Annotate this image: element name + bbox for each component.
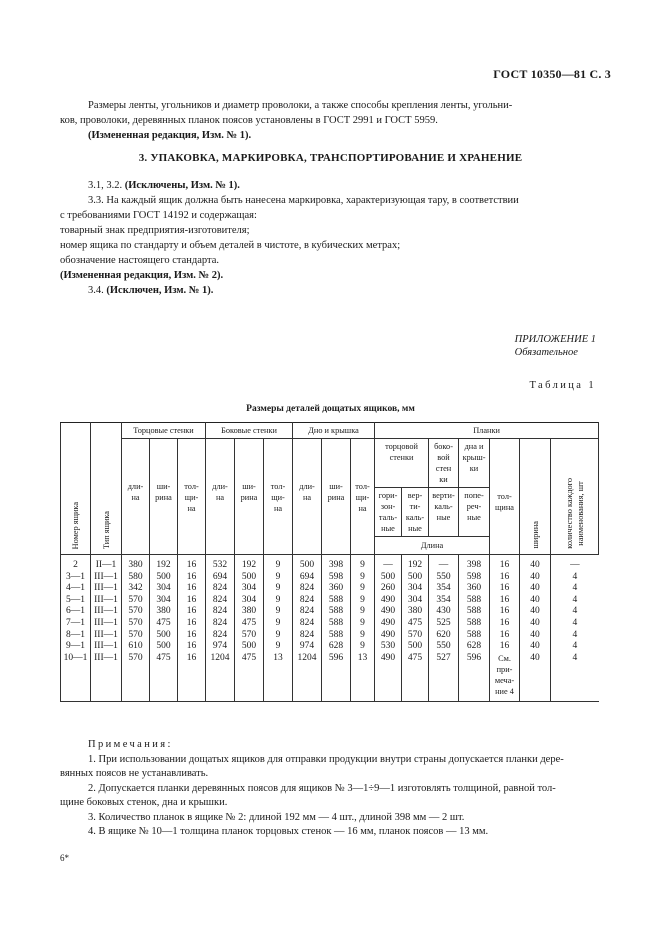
table-cell: 4 — [551, 618, 599, 630]
table-cell: 4 — [551, 630, 599, 642]
table-cell: 6—1 — [61, 606, 91, 618]
table-cell: 360 — [322, 583, 351, 595]
table-cell: 824 — [293, 630, 322, 642]
col-bottom-width: ши- рина — [322, 439, 351, 555]
table-cell: 4 — [551, 641, 599, 653]
table-cell: 192 — [402, 555, 429, 572]
table-cell: 500 — [402, 572, 429, 584]
table-cell: 8—1 — [61, 630, 91, 642]
table-cell: 260 — [375, 583, 402, 595]
table-cell: 10—1 — [61, 653, 91, 702]
table-cell: 9 — [264, 630, 293, 642]
table-cell: 16 — [178, 572, 206, 584]
table-cell: 824 — [293, 583, 322, 595]
table-cell: 1204 — [293, 653, 322, 702]
table-cell: 16 — [490, 630, 520, 642]
clause-3-3: 3.3. На каждый ящик должна быть нанесена маркировка, характеризующая тару, в соответствии — [88, 195, 519, 206]
table-cell: 588 — [459, 618, 490, 630]
table-cell: 9 — [264, 641, 293, 653]
table-cell: 620 — [429, 630, 459, 642]
table-cell: 380 — [402, 606, 429, 618]
table-cell: 304 — [150, 595, 178, 607]
table-cell: 4 — [551, 606, 599, 618]
table-cell: 824 — [206, 595, 235, 607]
page-footer-mark: 6* — [60, 853, 69, 863]
table-cell: 13 — [351, 653, 375, 702]
table-cell: 16 — [490, 641, 520, 653]
table-cell: 500 — [150, 572, 178, 584]
table-cell: 5—1 — [61, 595, 91, 607]
table-cell: 1204 — [206, 653, 235, 702]
table-cell: 475 — [402, 653, 429, 702]
table-cell: 824 — [293, 595, 322, 607]
col-plank-side-vertical: верти- каль- ные — [429, 488, 459, 537]
table-cell: 192 — [150, 555, 178, 572]
col-plank-width: ширина — [520, 439, 551, 555]
table-cell: III—1 — [91, 572, 122, 584]
table-cell: 9 — [351, 583, 375, 595]
table-cell: 430 — [429, 606, 459, 618]
table-cell: 16 — [490, 555, 520, 572]
note-2-cont: щине боковых стенок, дна и крышки. — [60, 797, 228, 808]
table-cell: 9 — [351, 618, 375, 630]
table-cell: 304 — [235, 583, 264, 595]
clause-3-4-note: (Исключен, Изм. № 1). — [106, 285, 214, 296]
table-row — [61, 618, 599, 630]
table-cell: 588 — [459, 630, 490, 642]
table-cell: 7—1 — [61, 618, 91, 630]
table-cell: 694 — [293, 572, 322, 584]
note-1-cont: вянных поясов не устанавливать. — [60, 768, 209, 779]
table-cell: 475 — [402, 618, 429, 630]
table-cell: 304 — [150, 583, 178, 595]
table-cell: 580 — [122, 572, 150, 584]
table-cell: II—1 — [91, 555, 122, 572]
table-cell: 570 — [122, 606, 150, 618]
table-cell: 532 — [206, 555, 235, 572]
table-cell: 16 — [490, 606, 520, 618]
table-cell: 354 — [429, 595, 459, 607]
table-cell: 628 — [322, 641, 351, 653]
table-cell: 500 — [293, 555, 322, 572]
note-3: 3. Количество планок в ящике № 2: длиной 192 мм — 4 шт., длиной 398 мм — 2 шт. — [88, 811, 465, 823]
col-planks: Планки — [375, 423, 599, 439]
table-cell: 588 — [459, 606, 490, 618]
table-cell: III—1 — [91, 630, 122, 642]
col-side-walls: Боковые стенки — [206, 423, 293, 439]
table-cell: 475 — [235, 653, 264, 702]
marking-item: обозначение настоящего стандарта. — [60, 255, 220, 266]
intro-line-1: Размеры ленты, угольников и диаметр проволоки, а также способы крепления ленты, угольни- — [88, 100, 513, 111]
col-end-length: дли- на — [122, 439, 150, 555]
table-cell: 16 — [178, 630, 206, 642]
table-cell: 974 — [293, 641, 322, 653]
table-cell: 598 — [322, 572, 351, 584]
table-row — [61, 606, 599, 618]
table-cell: 500 — [402, 641, 429, 653]
table-cell: 3—1 — [61, 572, 91, 584]
table-cell: 9 — [264, 595, 293, 607]
table-cell: 40 — [520, 555, 551, 572]
table-caption: Размеры деталей дощатых ящиков, мм — [246, 404, 415, 414]
table-cell: 570 — [122, 630, 150, 642]
table-row — [61, 583, 599, 595]
table-cell: 13 — [264, 653, 293, 702]
clause-3-1-number: 3.1, 3.2. — [88, 180, 125, 191]
table-row — [61, 572, 599, 584]
table-cell: 9 — [264, 606, 293, 618]
table-cell: 525 — [429, 618, 459, 630]
table-cell: 570 — [122, 595, 150, 607]
col-end-thickness: тол- щи- на — [178, 439, 206, 555]
col-plank-end-vertical: вер- ти- каль- ные — [402, 488, 429, 537]
col-box-type: Тип ящика — [91, 423, 122, 555]
col-side-width: ши- рина — [235, 439, 264, 555]
col-bottom-lid: Дно и крышка — [293, 423, 375, 439]
note-2: 2. Допускается планки деревянных поясов для ящиков № 3—1÷9—1 изготовлять толщиной, равной тол- — [88, 782, 556, 794]
table-cell: 40 — [520, 618, 551, 630]
col-side-thickness: тол- щи- на — [264, 439, 293, 555]
appendix-title: ПРИЛОЖЕНИЕ 1 — [514, 334, 596, 345]
table-cell: 500 — [235, 641, 264, 653]
col-plank-bottom-cross: попе- реч- ные — [459, 488, 490, 537]
table-cell: 527 — [429, 653, 459, 702]
table-cell: 380 — [150, 606, 178, 618]
table-cell: 9 — [351, 630, 375, 642]
table-cell: 380 — [235, 606, 264, 618]
table-cell: 475 — [150, 653, 178, 702]
table-cell: 628 — [459, 641, 490, 653]
page-header: ГОСТ 10350—81 С. 3 — [493, 67, 611, 81]
table-cell: 610 — [122, 641, 150, 653]
table-cell: 500 — [150, 630, 178, 642]
table-cell: 9 — [264, 618, 293, 630]
table-row — [61, 555, 599, 572]
table-cell: 694 — [206, 572, 235, 584]
table-cell: 40 — [520, 572, 551, 584]
note-1: 1. При использовании дощатых ящиков для отправки продукции внутри страны допускается планки дере- — [88, 753, 564, 765]
table-cell: 16 — [178, 583, 206, 595]
table-cell: 40 — [520, 653, 551, 702]
table-cell: 40 — [520, 630, 551, 642]
table-cell: 588 — [322, 630, 351, 642]
table-cell: — — [375, 555, 402, 572]
table-cell: 490 — [375, 595, 402, 607]
table-cell: 824 — [293, 618, 322, 630]
table-cell: 16 — [178, 653, 206, 702]
table-cell: 40 — [520, 595, 551, 607]
table-cell: 824 — [293, 606, 322, 618]
clause-3-1-note: (Исключены, Изм. № 1). — [124, 180, 240, 191]
col-plank-bottom: дна и крыш- ки — [459, 439, 490, 488]
table-cell: 475 — [235, 618, 264, 630]
table-cell: 490 — [375, 630, 402, 642]
table-cell: 16 — [490, 595, 520, 607]
col-end-walls: Торцовые стенки — [122, 423, 206, 439]
marking-item: товарный знак предприятия-изготовителя; — [60, 225, 250, 236]
table-cell: 570 — [235, 630, 264, 642]
table-cell: 550 — [429, 641, 459, 653]
table-cell: 596 — [322, 653, 351, 702]
section-title: 3. УПАКОВКА, МАРКИРОВКА, ТРАНСПОРТИРОВАНИЕ И ХРАНЕНИЕ — [138, 152, 523, 164]
table-cell: 570 — [122, 618, 150, 630]
table-cell: 304 — [402, 595, 429, 607]
col-plank-thickness: тол- щина — [490, 439, 520, 555]
appendix-label — [515, 333, 596, 359]
table-cell: 4 — [551, 583, 599, 595]
table-cell: 16 — [490, 572, 520, 584]
table-cell: 500 — [150, 641, 178, 653]
table-cell: 475 — [150, 618, 178, 630]
table-cell: 2 — [61, 555, 91, 572]
clause-3-4-number: 3.4. — [88, 285, 107, 296]
table-cell: 9 — [264, 572, 293, 584]
table-cell: 490 — [375, 653, 402, 702]
appendix-subtitle: Обязательное — [514, 347, 578, 358]
col-side-length: дли- на — [206, 439, 235, 555]
col-plank-count: количество каждого наименования, шт — [551, 439, 599, 555]
box-dimensions-table — [60, 422, 599, 702]
marking-item: номер ящика по стандарту и объем деталей в чистоте, в кубических метрах; — [60, 240, 401, 251]
table-cell: 824 — [206, 630, 235, 642]
table-cell: 598 — [459, 572, 490, 584]
table-cell: 588 — [322, 606, 351, 618]
notes-heading: Примечания: — [88, 739, 173, 750]
table-cell: 550 — [429, 572, 459, 584]
table-cell: 16 — [178, 606, 206, 618]
table-row — [61, 595, 599, 607]
table-cell: 9—1 — [61, 641, 91, 653]
table-cell: 4 — [551, 653, 599, 702]
table-cell: 974 — [206, 641, 235, 653]
table-cell: 824 — [206, 618, 235, 630]
table-cell: 360 — [459, 583, 490, 595]
table-cell: 588 — [459, 595, 490, 607]
table-cell: 570 — [402, 630, 429, 642]
table-cell: 16 — [490, 618, 520, 630]
table-cell: 380 — [122, 555, 150, 572]
table-cell: 9 — [351, 555, 375, 572]
table-cell: 824 — [206, 606, 235, 618]
table-cell: 398 — [459, 555, 490, 572]
table-cell: 490 — [375, 606, 402, 618]
table-cell: 588 — [322, 618, 351, 630]
table-cell: 304 — [235, 595, 264, 607]
table-cell: 824 — [206, 583, 235, 595]
col-plank-end: торцовой стенки — [375, 439, 429, 488]
clause-3-1 — [88, 178, 598, 193]
col-plank-side: боко- вой стен ки — [429, 439, 459, 488]
table-cell: 40 — [520, 583, 551, 595]
table-cell: III—1 — [91, 618, 122, 630]
table-cell: 16 — [490, 583, 520, 595]
intro-edit-note: (Измененная редакция, Изм. № 1). — [88, 130, 252, 141]
table-cell: 530 — [375, 641, 402, 653]
col-bottom-length: дли- на — [293, 439, 322, 555]
table-cell: 16 — [178, 555, 206, 572]
clause-3-3-cont: с требованиями ГОСТ 14192 и содержащая: — [60, 210, 257, 221]
notes — [60, 738, 598, 840]
table-cell: III—1 — [91, 653, 122, 702]
table-cell: — — [551, 555, 599, 572]
table-cell: 9 — [351, 595, 375, 607]
table-cell: 342 — [122, 583, 150, 595]
table-cell: 354 — [429, 583, 459, 595]
col-bottom-thickness: тол- щи- на — [351, 439, 375, 555]
note-4: 4. В ящике № 10—1 толщина планок торцовых стенок — 16 мм, планок поясов — 13 мм. — [88, 826, 489, 837]
table-cell: 9 — [351, 606, 375, 618]
table-cell: — — [429, 555, 459, 572]
table-row — [61, 630, 599, 642]
table-cell: 9 — [264, 555, 293, 572]
table-cell: III—1 — [91, 641, 122, 653]
table-cell: 570 — [122, 653, 150, 702]
table-cell: 16 — [178, 595, 206, 607]
table-cell: 9 — [351, 572, 375, 584]
table-cell: 40 — [520, 606, 551, 618]
intro-paragraph — [60, 98, 598, 143]
table-cell: 4 — [551, 595, 599, 607]
table-cell: 588 — [322, 595, 351, 607]
table-cell: См. при- меча- ние 4 — [490, 653, 520, 702]
table-cell: 40 — [520, 641, 551, 653]
table-cell: 16 — [178, 618, 206, 630]
table-row — [61, 641, 599, 653]
table-cell: 4—1 — [61, 583, 91, 595]
table-cell: III—1 — [91, 583, 122, 595]
table-cell: III—1 — [91, 595, 122, 607]
col-end-width: ши- рина — [150, 439, 178, 555]
col-plank-end-horizontal: гори- зон- таль- ные — [375, 488, 402, 537]
table-cell: 4 — [551, 572, 599, 584]
clause-3-3-edit-note: (Измененная редакция, Изм. № 2). — [60, 270, 224, 281]
table-cell: 16 — [178, 641, 206, 653]
col-plank-length: Длина — [375, 537, 490, 555]
table-cell: III—1 — [91, 606, 122, 618]
table-cell: 500 — [375, 572, 402, 584]
table-row — [61, 653, 599, 702]
table-cell: 192 — [235, 555, 264, 572]
intro-line-2: ков, проволоки, деревянных планок поясов установлены в ГОСТ 2991 и ГОСТ 5959. — [60, 115, 438, 126]
table-cell: 9 — [351, 641, 375, 653]
table-label: Таблица 1 — [529, 380, 596, 391]
table-cell: 596 — [459, 653, 490, 702]
section-body — [60, 178, 598, 298]
col-box-number: Номер ящика — [61, 423, 91, 555]
clause-3-4 — [88, 283, 598, 298]
table-cell: 490 — [375, 618, 402, 630]
table-cell: 304 — [402, 583, 429, 595]
table-cell: 398 — [322, 555, 351, 572]
table-cell: 9 — [264, 583, 293, 595]
table-cell: 500 — [235, 572, 264, 584]
